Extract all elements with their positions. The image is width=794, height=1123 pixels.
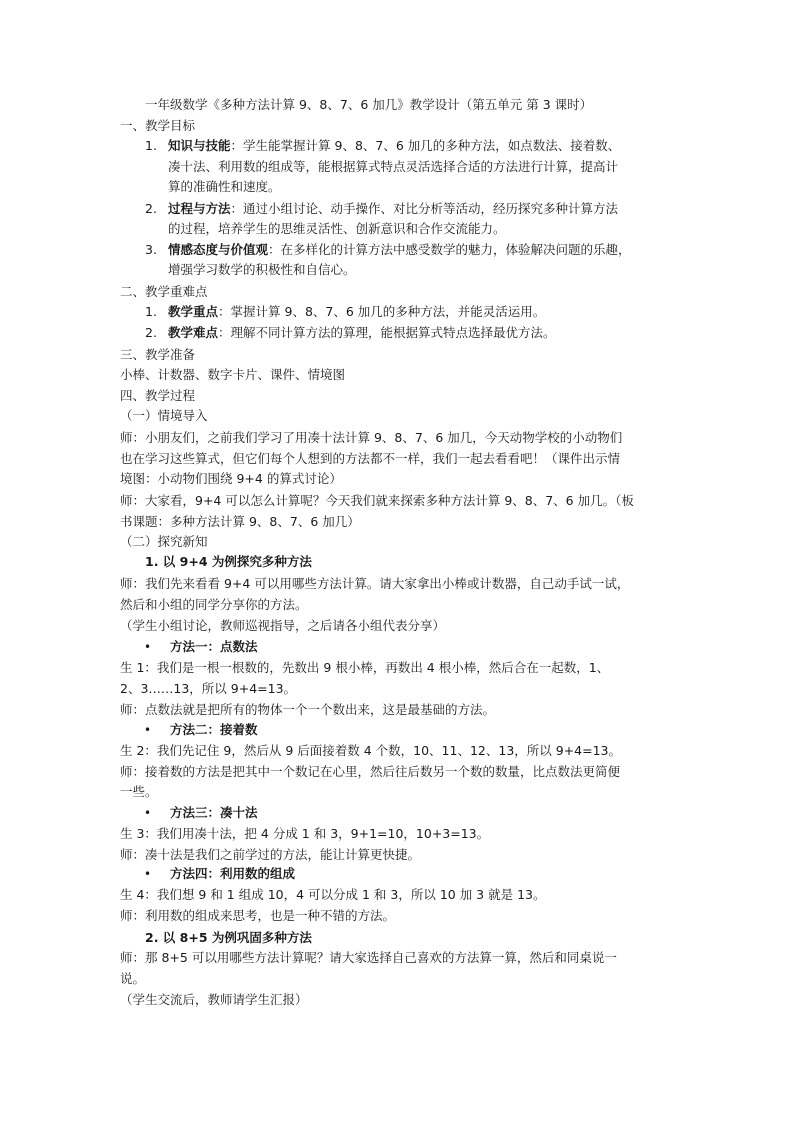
paragraph-line: 师：接着数的方法是把其中一个数记在心里，然后往后数另一个数的数量，比点数法更简便 [120,764,621,779]
subsection-heading-explore: （二）探究新知 [120,534,208,549]
section-heading-key-points: 二、教学重难点 [120,284,208,299]
paragraph-line: 师：凑十法是我们之前学过的方法，能让计算更快捷。 [120,847,421,862]
paragraph-line: 生 4：我们想 9 和 1 组成 10，4 可以分成 1 和 3，所以 10 加 3 就是 13。 [120,887,546,902]
key-point-label: 教学重点 [168,304,219,319]
list-number: 2. [145,325,157,340]
list-number: 2. [145,201,157,216]
section-heading-process: 四、教学过程 [120,388,196,403]
objective-text: 的过程，培养学生的思维灵活性、创新意识和合作交流能力。 [168,221,506,236]
objective-text: 算的准确性和速度。 [168,179,281,194]
list-number: 1. [145,138,157,153]
objective-text: ：学生能掌握计算 9、8、7、6 加几的多种方法，如点数法、接着数、 [230,138,621,153]
paragraph-line: 师：我们先来看看 9+4 可以用哪些方法计算。请大家拿出小棒或计数器，自己动手试一试， [120,576,630,591]
paragraph-line: 师：点数法就是把所有的物体一个一个数出来，这是最基础的方法。 [120,702,496,717]
method-heading-4: 方法四：利用数的组成 [170,866,296,881]
key-point-item [168,302,728,322]
difficulty-item [168,323,728,343]
example-heading-2: 2. 以 8+5 为例巩固多种方法 [145,930,312,945]
preparation-text: 小棒、计数器、数字卡片、课件、情境图 [120,367,346,382]
paragraph-line: 书课题：多种方法计算 9、8、7、6 加几） [120,514,360,529]
objective-label: 知识与技能 [168,138,231,153]
paragraph-line: 师：利用数的组成来思考，也是一种不错的方法。 [120,908,396,923]
list-number: 1. [145,304,157,319]
paragraph-line: （学生小组讨论，教师巡视指导，之后请各小组代表分享） [120,618,446,633]
paragraph-line: 2、3……13，所以 9+4=13。 [120,681,297,696]
bullet-icon: • [144,867,152,881]
paragraph-line: 一些。 [120,784,158,799]
paragraph-line: 也在学习这些算式，但它们每个人想到的方法都不一样，我们一起去看看吧！（课件出示情 [120,451,621,466]
difficulty-label: 教学难点 [168,325,219,340]
subsection-heading-intro: （一）情境导入 [120,408,208,423]
bullet-icon: • [144,806,152,820]
paragraph-line: 师：小朋友们，之前我们学习了用凑十法计算 9、8、7、6 加几，今天动物学校的小动物们 [120,430,623,445]
key-point-text: ：掌握计算 9、8、7、6 加几的多种方法，并能灵活运用。 [218,304,546,319]
method-heading-2: 方法二：接着数 [170,722,258,737]
section-heading-preparation: 三、教学准备 [120,347,196,362]
paragraph-line: 生 2：我们先记住 9，然后从 9 后面接着数 4 个数，10、11、12、13，所以 9+4=13。 [120,743,622,758]
paragraph-line: 境图：小动物们围绕 9+4 的算式讨论） [120,471,342,486]
paragraph-line: 师：那 8+5 可以用哪些方法计算呢？请大家选择自己喜欢的方法算一算，然后和同桌说一 [120,950,617,965]
method-heading-1: 方法一：点数法 [170,639,258,654]
objective-label: 过程与方法 [168,201,231,216]
objective-text: ：在多样化的计算方法中感受数学的魅力，体验解决问题的乐趣， [268,242,631,257]
bullet-icon: • [144,723,152,737]
objective-item-2 [168,199,728,219]
paragraph-line: 师：大家看，9+4 可以怎么计算呢？今天我们就来探索多种方法计算 9、8、7、6 加几。（板 [120,493,634,508]
paragraph-line: 生 1：我们是一根一根数的，先数出 9 根小棒，再数出 4 根小棒，然后合在一起数，1、 [120,660,610,675]
paragraph-line: （学生交流后，教师请学生汇报） [120,992,308,1007]
objective-item-1 [168,136,728,156]
objective-text: 凑十法、利用数的组成等，能根据算式特点灵活选择合适的方法进行计算，提高计 [168,159,619,174]
section-heading-objectives: 一、教学目标 [120,118,196,133]
method-heading-3: 方法三：凑十法 [170,805,258,820]
objective-item-3 [168,240,728,260]
objective-text: 增强学习数学的积极性和自信心。 [168,262,356,277]
objective-text: ：通过小组讨论、动手操作、对比分析等活动，经历探究多种计算方法 [230,201,619,216]
document-title: 一年级数学《多种方法计算 9、8、7、6 加几》教学设计（第五单元 第 3 课时） [145,97,593,112]
bullet-icon: • [144,640,152,654]
difficulty-text: ：理解不同计算方法的算理，能根据算式特点选择最优方法。 [218,325,556,340]
example-heading-1: 1. 以 9+4 为例探究多种方法 [145,554,312,569]
list-number: 3. [145,242,157,257]
paragraph-line: 生 3：我们用凑十法，把 4 分成 1 和 3，9+1=10，10+3=13。 [120,826,490,841]
paragraph-line: 说。 [120,971,146,986]
paragraph-line: 然后和小组的同学分享你的方法。 [120,597,308,612]
objective-label: 情感态度与价值观 [168,242,269,257]
